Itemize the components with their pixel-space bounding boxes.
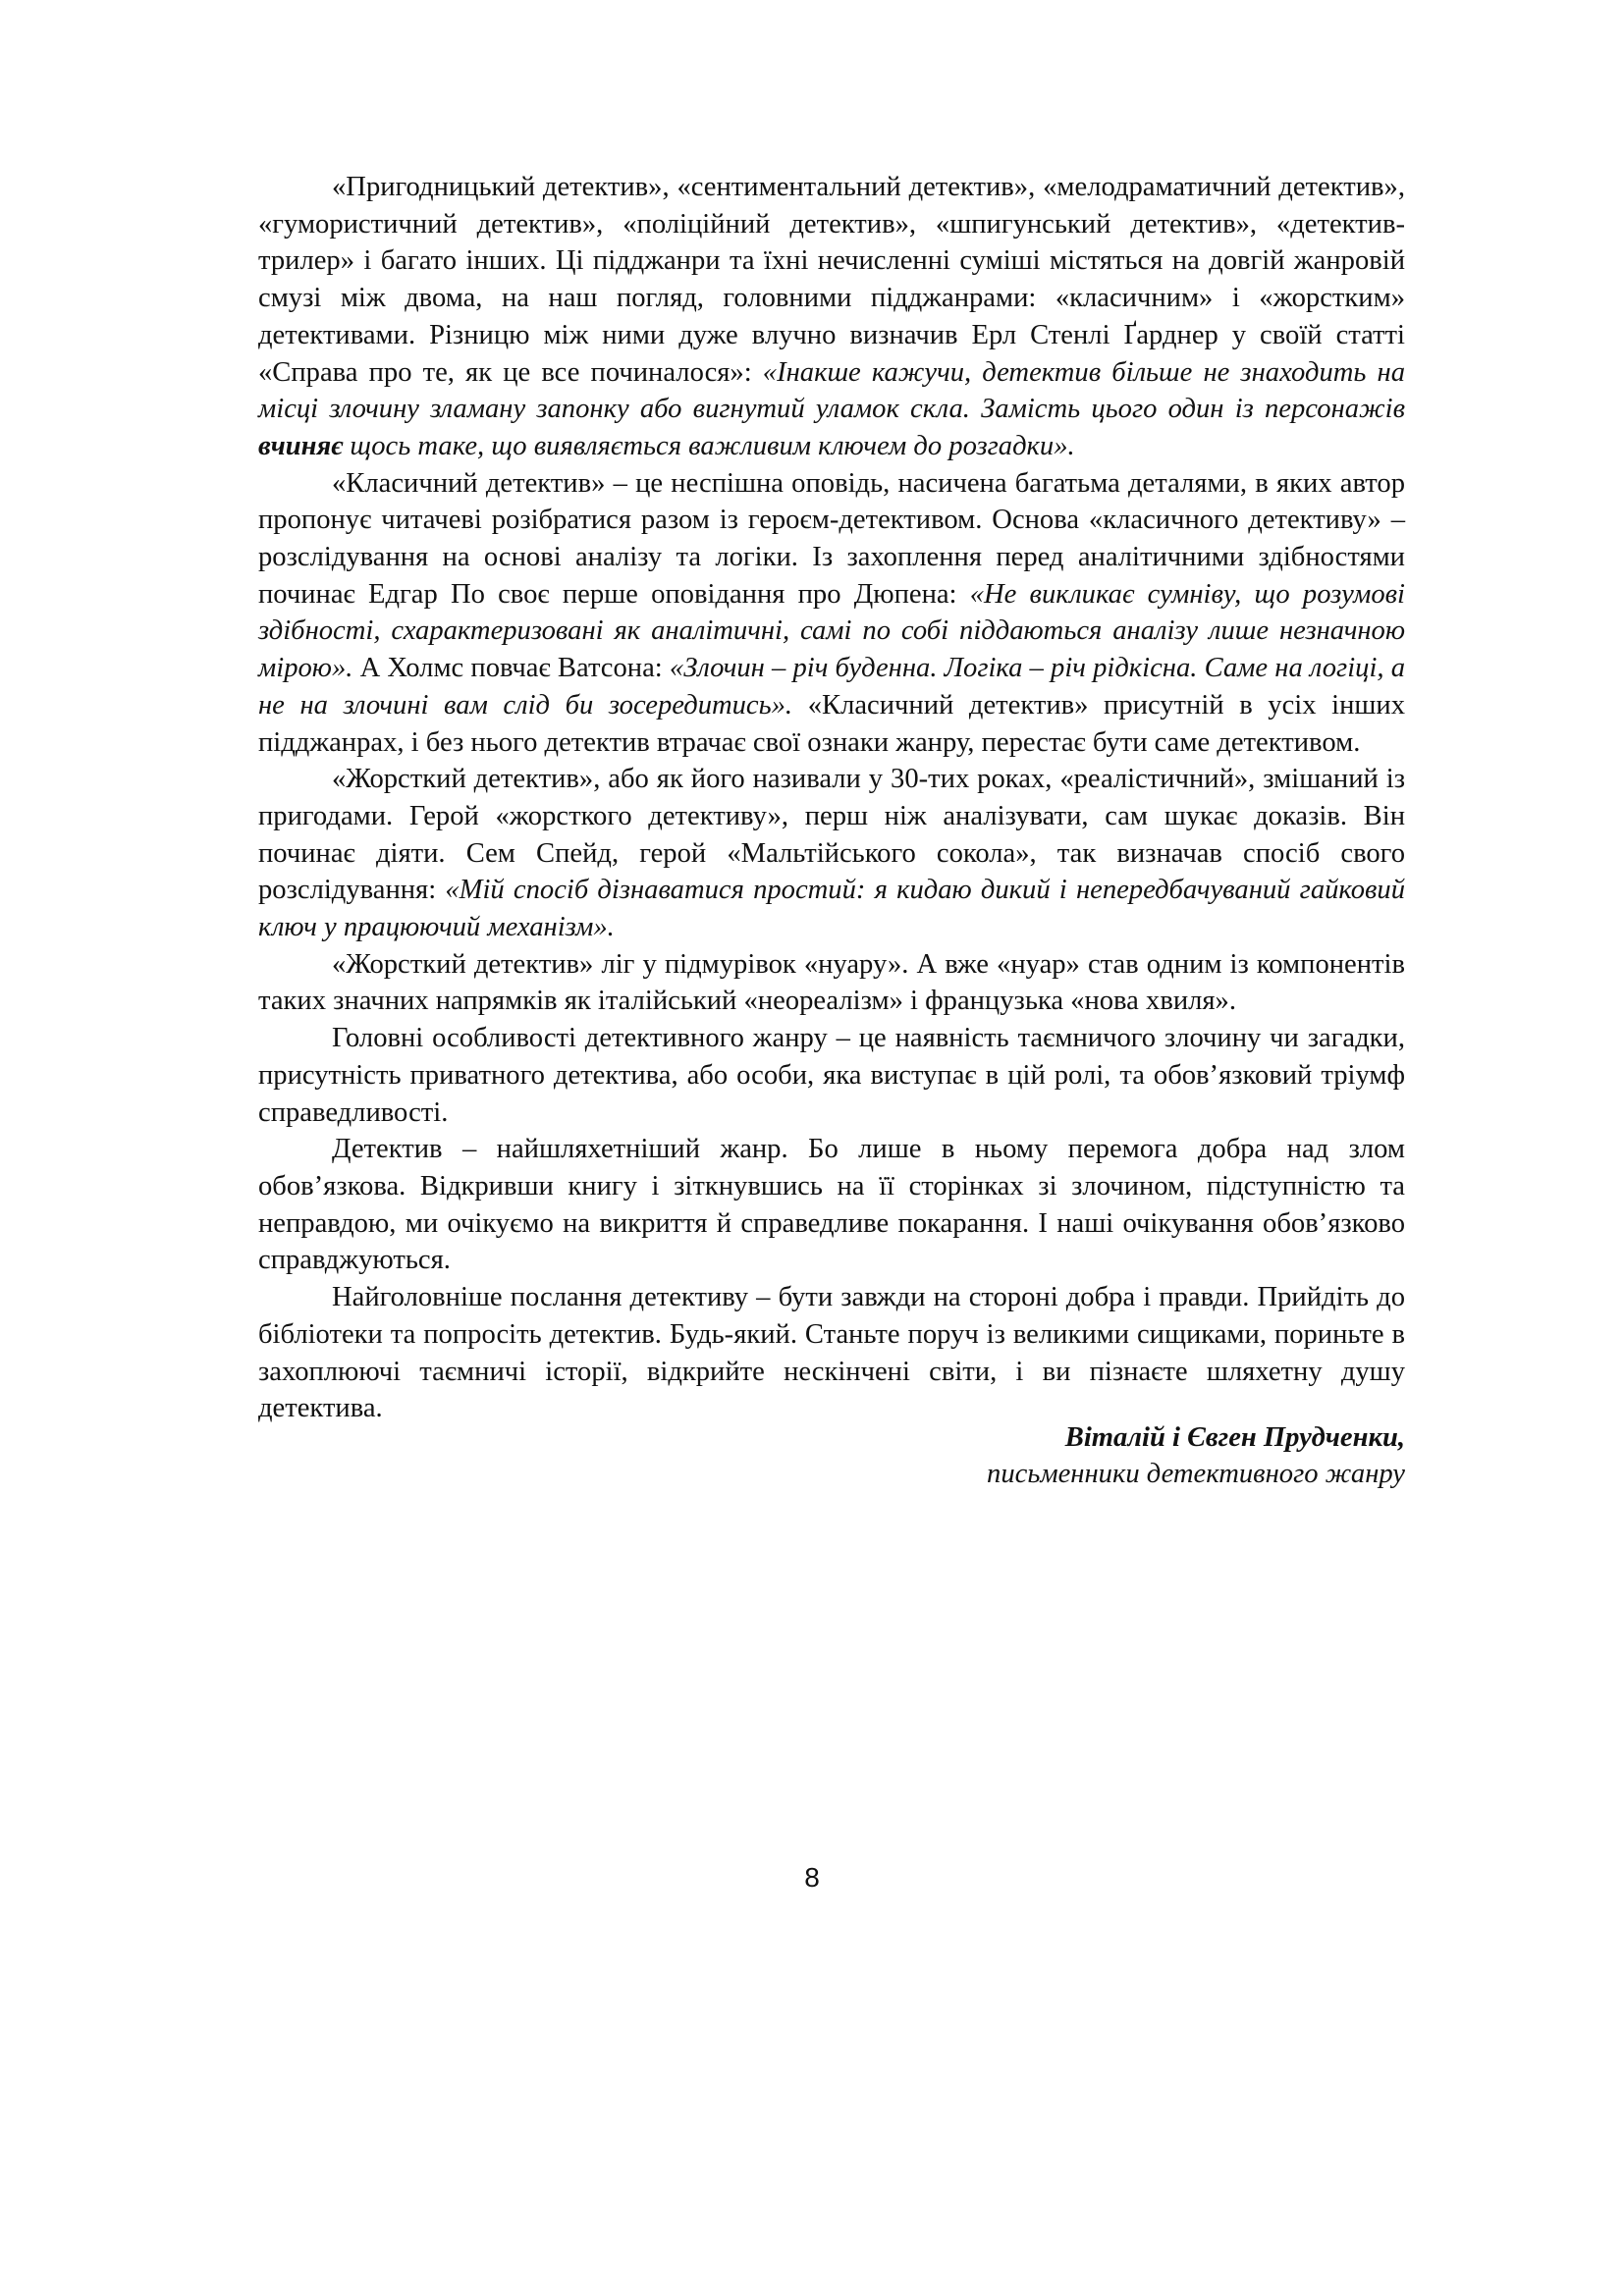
holmes-quote: «Злочин – річ буденна. Логіка – річ рідкісна. Саме на логіці, а не на злочині вам слід би зосередитись».: [258, 653, 1406, 721]
signature-role: письменники детективного жанру: [987, 1459, 1405, 1489]
gardner-quote: «Інакше кажучи, детектив більше не знаходить на місці злочину зламану запонку або вигнутий уламок скла. Замість цього один із персонажів вчиняє щось таке, що виявляється важливим ключем до розгадки».: [258, 356, 1405, 461]
paragraph-3: «Жорсткий детектив», або як його називали у 30-тих роках, «реалістичний», змішаний із пригодами. Герой «жорсткого детективу», перш ніж аналізувати, сам шукає доказів. Він починає діяти. Сем Спейд, герой «Мальтійського сокола», так визначав спосіб свого розслідування: «Мій спосіб дізнаватися простий: я кидаю дикий і непередбачуваний гайковий ключ у працюючий механізм».: [258, 764, 1405, 943]
paragraph-4: «Жорсткий детектив» ліг у підмурівок «нуару». А вже «нуар» став одним із компонентів таких значних напрямків як італійський «неореалізм» і французька «нова хвиля».: [258, 948, 1405, 1017]
emphasis-word: вчиняє: [258, 430, 344, 461]
paragraph-2: «Класичний детектив» – це неспішна оповідь, насичена багатьма деталями, в яких автор пропонує читачеві розібратися разом із героєм-детективом. Основа «класичного детективу» – розслідування на основі аналізу та логіки. Із захоплення перед аналітичними здібностями починає Едгар По своє перше оповідання про Дюпена: «Не викликає сумніву, що розумові здібності, схарактеризовані як аналітичні, самі по собі піддаються аналізу лише незначною мірою». А Холмс повчає Ватсона: «Злочин – річ буденна. Логіка – річ рідкісна. Саме на логіці, а не на злочині вам слід би зосередитись». «Класичний детектив» присутній в усіх інших підджанрах, і без нього детектив втрачає свої ознаки жанру, перестає бути саме детективом.: [258, 467, 1406, 758]
paragraph-1: [258, 169, 1405, 465]
signature-authors: Віталій і Євген Прудченки,: [1064, 1422, 1405, 1453]
page-number: 8: [804, 1862, 820, 1893]
spade-quote: «Мій спосіб дізнаватися простий: я кидаю дикий і непередбачуваний гайковий ключ у працюючий механізм».: [258, 875, 1405, 943]
paragraph-1-text: «Пригодницький детектив», «сентиментальний детектив», «мелодраматичний детектив», «гумористичний детектив», «поліційний детектив», «шпигунський детектив», «детектив-трилер» і багато інших. Ці підджанри та їхні нечисленні суміші містяться на довгій жанровій смузі між двома, на наш погляд, головними підджанрами: «класичним» і «жорстким» детективами. Різницю між ними дуже влучно визначив Ерл Стенлі Ґарднер у своїй статті «Справа про те, як це все починалося»:: [258, 172, 1405, 388]
article-body: [258, 169, 1405, 1427]
poe-quote: «Не викликає сумніву, що розумові здібності, схарактеризовані як аналітичні, самі по собі піддаються аналізу лише незначною мірою».: [258, 578, 1405, 684]
paragraph-5: Головні особливості детективного жанру – це наявність таємничого злочину чи загадки, присутність приватного детектива, або особи, яка виступає в цій ролі, та обов’язковий тріумф справедливості.: [258, 1023, 1405, 1128]
paragraph-6: Детектив – найшляхетніший жанр. Бо лише в ньому перемога добра над злом обов’язкова. Відкривши книгу і зіткнувшись на її сторінках зі злочином, підступністю та неправдою, ми очікуємо на викриття й справедливе покарання. І наші очікування обов’язково справджуються.: [258, 1134, 1405, 1276]
paragraph-7: Найголовніше послання детективу – бути завжди на стороні добра і правди. Прийдіть до бібліотеки та попросіть детектив. Будь-який. Станьте поруч із великими сищиками, пориньте в захоплюючі таємничі історії, відкрийте нескінчені світи, і ви пізнаєте шляхетну душу детектива.: [258, 1282, 1405, 1424]
